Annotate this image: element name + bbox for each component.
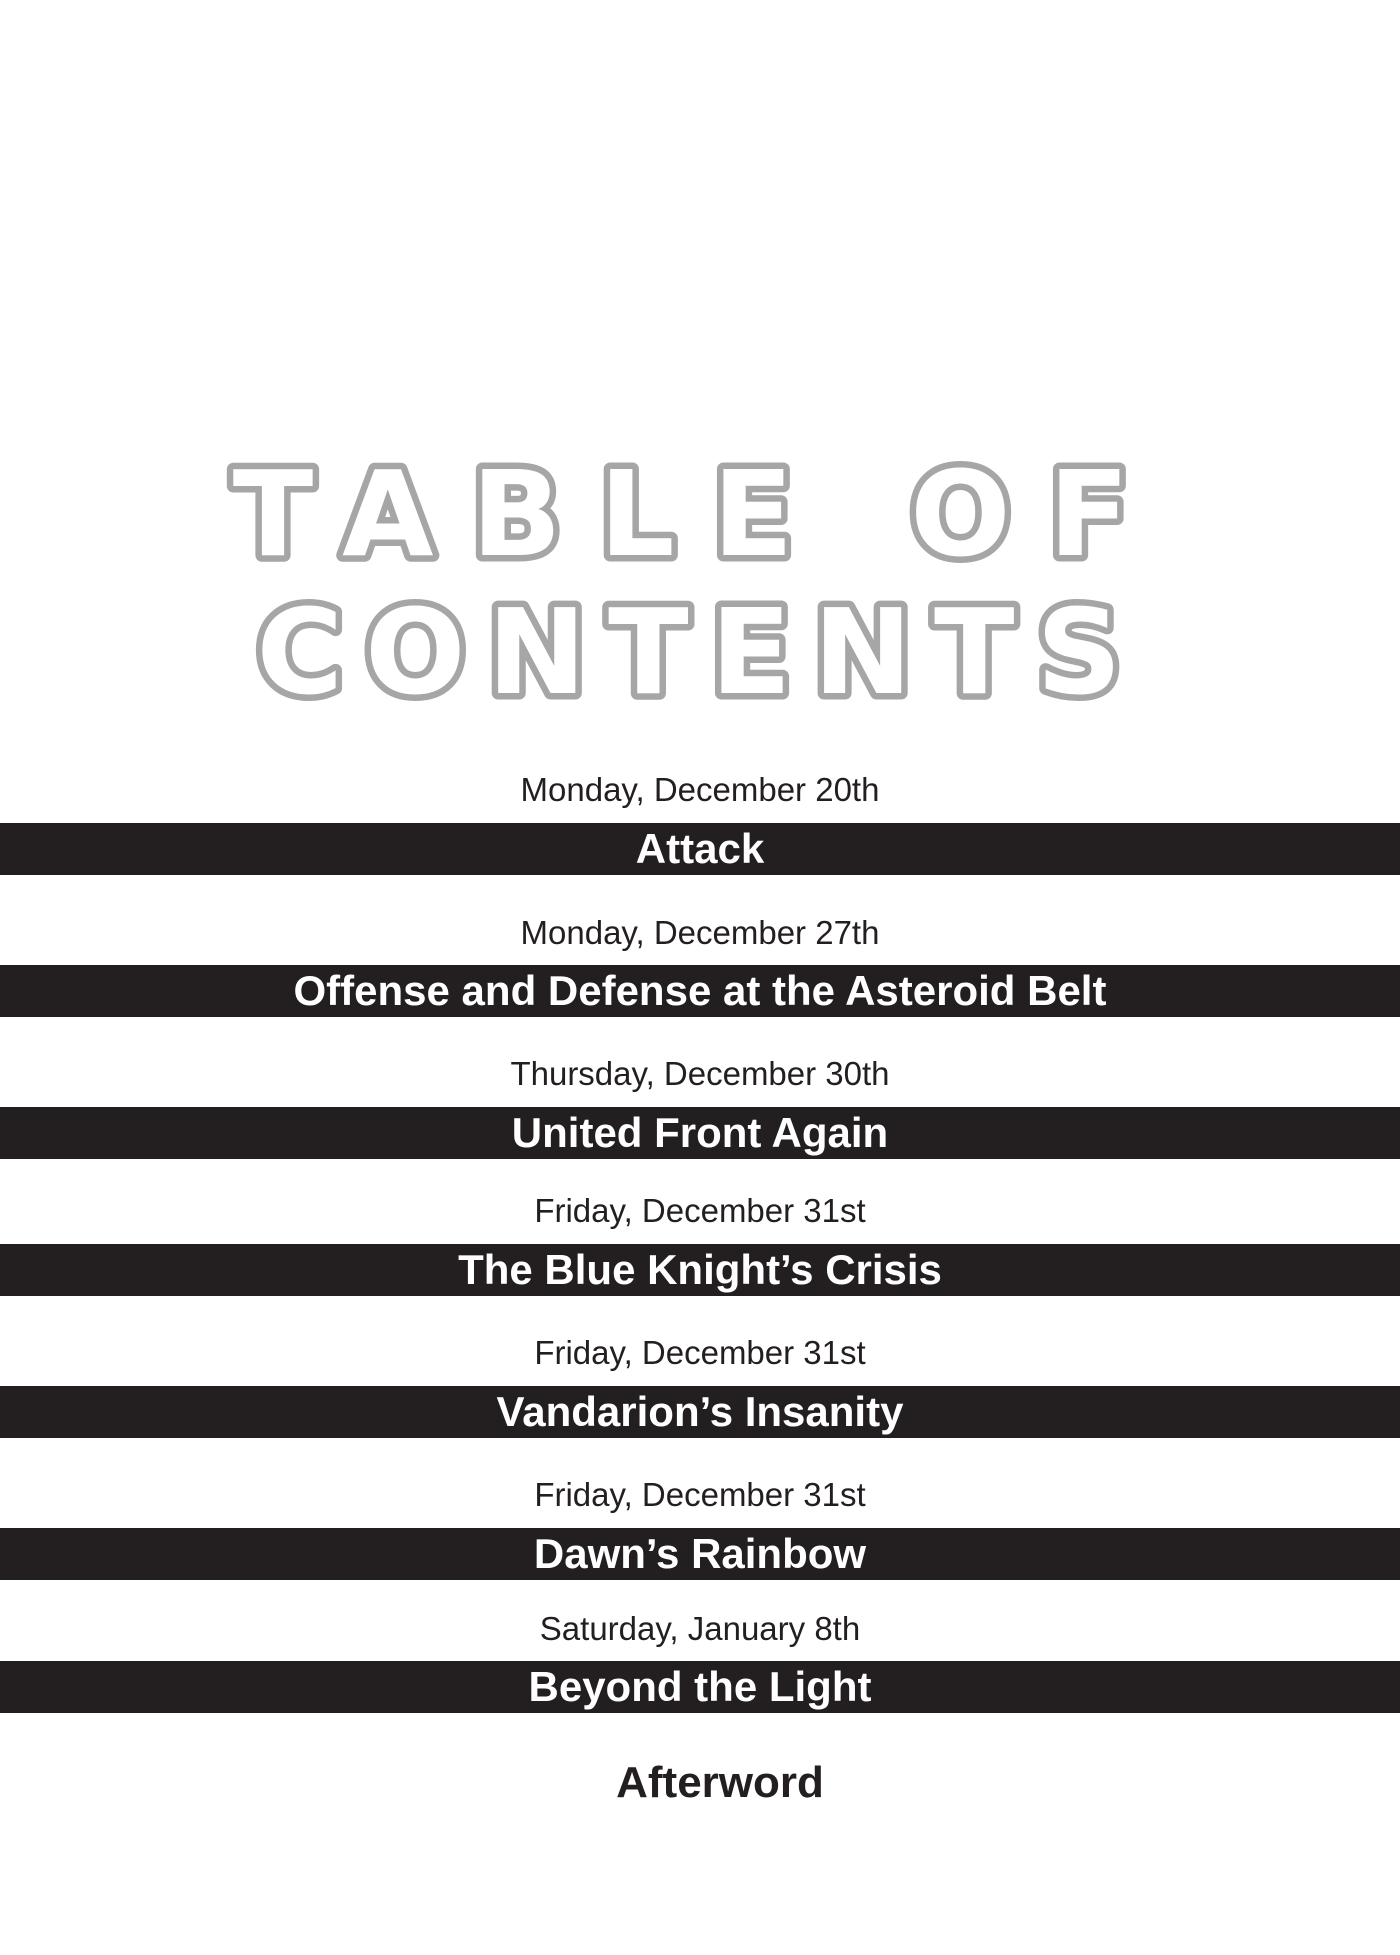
afterword-link[interactable]: Afterword [616,1758,824,1807]
entry-date-6: Friday, December 31st [534,1476,866,1513]
chapter-link-7[interactable]: Beyond the Light [0,1661,1400,1713]
entry-date-4: Friday, December 31st [534,1192,866,1229]
chapter-link-3[interactable]: United Front Again [0,1107,1400,1159]
chapter-link-1[interactable]: Attack [0,823,1400,875]
chapter-link-4[interactable]: The Blue Knight’s Crisis [0,1244,1400,1296]
chapter-link-2[interactable]: Offense and Defense at the Asteroid Belt [0,965,1400,1017]
entry-date-5: Friday, December 31st [534,1334,866,1371]
entry-date-1: Monday, December 20th [520,771,880,808]
title-line-1: TABLE OF [232,445,1168,583]
title-line-2: CONTENTS [256,583,1144,721]
entry-date-7: Saturday, January 8th [539,1610,861,1647]
entry-date-3: Thursday, December 30th [510,1055,890,1092]
chapter-link-6[interactable]: Dawn’s Rainbow [0,1528,1400,1580]
entry-date-2: Monday, December 27th [520,914,880,951]
table-of-contents-title [0,0,1400,760]
chapter-link-5[interactable]: Vandarion’s Insanity [0,1386,1400,1438]
